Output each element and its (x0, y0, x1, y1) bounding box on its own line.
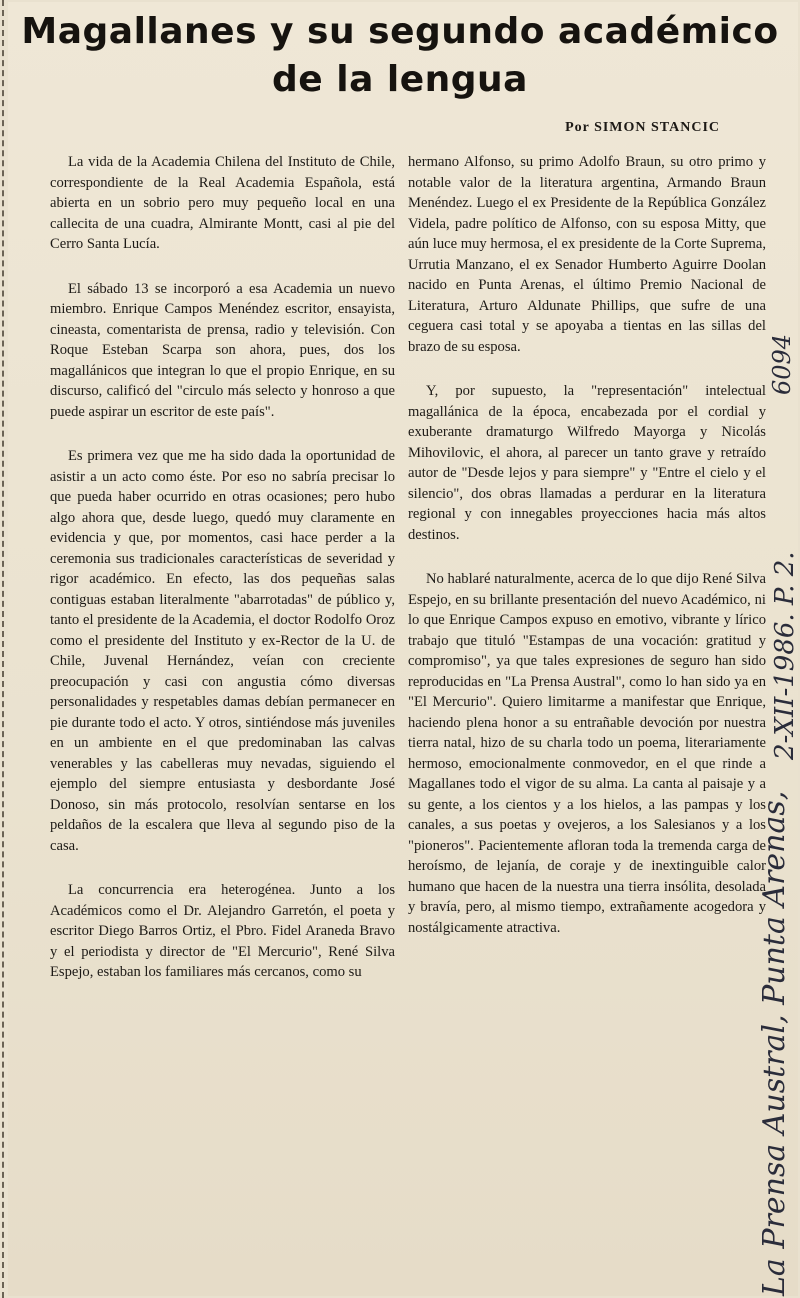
headline-line-2: de la lengua (272, 59, 528, 100)
article-headline (0, 8, 800, 104)
cut-edge (2, 0, 8, 1298)
paragraph: El sábado 13 se incorporó a esa Academia un nuevo miembro. Enrique Campos Menéndez escritor, ensayista, cineasta, comentarista de prensa, radio y televisión. Con Roque Esteban Scarpa son ahora, pues, dos los magallánicos que integran lo que el propio Enrique, en su discurso, calificó del "circulo más selecto y honroso a que puede aspirar un escritor de este país". (50, 280, 395, 420)
paragraph: La vida de la Academia Chilena del Instituto de Chile, correspondiente de la Real Academia Española, está abierta en un sobrio pero muy pequeño local en una callecita de una cuadra, Almirante Montt, casi al pie del Cerro Santa Lucía. (50, 154, 395, 252)
left-column (50, 152, 395, 1007)
paragraph: Y, por supuesto, la "representación" intelectual magallánica de la época, encabezada por el cordial y exuberante dramaturgo Wilfredo Mayorga y Nicolás Mihovilovic, el ahora, al parecer un tanto grave y retraído autor de "Desde lejos y para siempre" y "Entre el cielo y el silencio", dos obras llamadas a perdurar en la literatura regional y con innegables proyecciones hacia más altos destinos. (408, 383, 766, 543)
paragraph: No hablaré naturalmente, acerca de lo que dijo René Silva Espejo, en su brillante presentación del nuevo Académico, ni lo que Enrique Campos expuso en emotivo, vibrante y lírico trabajo que tituló "Estampas de una vocación: gratitud y compromiso", ya que tales expresiones de seguro han sido reproducidas en "La Prensa Austral", como lo han sido ya en "El Mercurio". Quiero limitarme a manifestar que Enrique, haciendo plena honor a su entrañable devoción por nuestra tierra natal, hizo de su charla todo un poema, literariamente hermoso, emocionalmente conmovedor, en el que rinde a Magallanes todo el vigor de su alma. La canta al paisaje y a su gente, a los cientos y a los hielos, a las pampas y los canales, a sus poetas y ovejeros, a los Salesianos y a los "pioneros". Pacientemente afloran toda la tremenda carga de heroísmo, de lejanía, de coraje y de inextinguible calor humano que hacen de la nuestra una tierra insólita, desolada y bravía, pero, al mismo tiempo, extrañamente acogedora y nostálgicamente atractiva. (408, 571, 766, 936)
paragraph: Es primera vez que me ha sido dada la oportunidad de asistir a un acto como éste. Por eso no sabría precisar lo que pueda haber ocurrido en otras ocasiones; pero hubo algo ahora que, desde luego, quedó muy claramente en evidencia y que, por momentos, casi hace perder a la ceremonia sus tradicionales características de severidad y rigor académico. En efecto, las dos pequeñas salas contiguas estaban literalmente "abarrotadas" de público y, tanto el presidente de la Academia, el doctor Rodolfo Oroz como el presidente del Instituto y ex-Rector de la U. de Chile, Juvenal Hernández, veían con creciente preocupación y casi con angustia cómo diversas personalidades y respetables damas debían permanecer en pie durante todo el acto. Y otros, sintiéndose más juveniles en un ambiente en el que predominaban las calvas venerables y las cabelleras muy nevadas, siguiendo el ejemplo del siempre entusiasta y desbordante José Donoso, sin más protocolo, resolvían sentarse en los peldaños de la escalera que lleva al segundo piso de la casa. (50, 448, 395, 854)
paragraph: La concurrencia era heterogénea. Junto a los Académicos como el Dr. Alejandro Garretón, el poeta y escritor Diego Barros Ortiz, el Pbro. Fidel Araneda Bravo y el periodista y director de "El Mercurio", René Silva Espejo, estaban los familiares más cercanos, como su (50, 882, 395, 980)
handwritten-date-note: 2-XII-1986. P. 2. (770, 551, 800, 760)
right-column (408, 152, 766, 962)
paragraph: hermano Alfonso, su primo Adolfo Braun, su otro primo y notable valor de la literatura argentina, Armando Braun Menéndez. Luego el ex Presidente de la República González Videla, padre político de Alfonso, con su esposa Mitty, que aún luce muy hermosa, el ex presidente de la Corte Suprema, Urrutia Manzano, el ex Senador Humberto Aguirre Doolan nacido en Punta Arenas, el último Premio Nacional de Literatura, Arturo Aldunate Phillips, que sufre de una ceguera casi total y se apoyaba a tientas en las sillas del brazo de su esposa. (408, 154, 766, 355)
headline-line-1: Magallanes y su segundo académico (21, 11, 779, 52)
byline: Por SIMON STANCIC (565, 120, 720, 135)
handwritten-source-note: La Prensa Austral, Punta Arenas, (757, 790, 792, 1296)
handwritten-catalog-number: 6094 (768, 333, 796, 395)
